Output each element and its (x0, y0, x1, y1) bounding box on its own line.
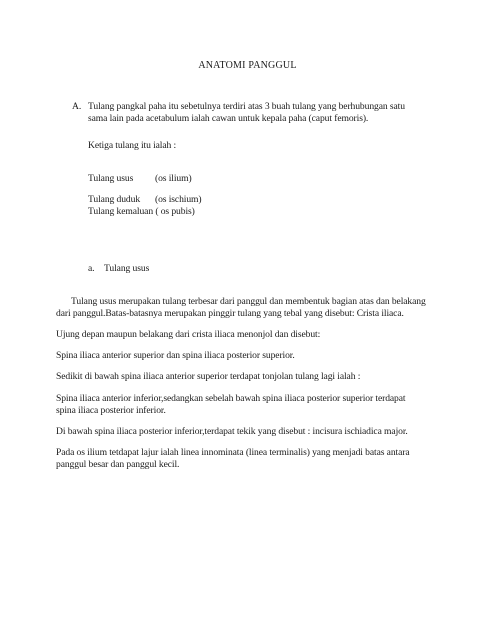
paragraph-line-10: panggul besar dan panggul kecil. (56, 459, 180, 470)
section-a-marker: A. (72, 101, 82, 112)
bone-name-1: Tulang usus (88, 173, 134, 184)
paragraph-line-9: Pada os ilium tetdapat lajur ialah linea innominata (linea terminalis) yang menjadi batas antara (56, 447, 410, 458)
paragraph-line-5: Sedikit di bawah spina iliaca anterior superior terdapat tonjolan tulang lagi ialah : (56, 371, 361, 382)
section-a-line-1: Tulang pangkal paha itu sebetulnya terdiri atas 3 buah tulang yang berhubungan satu (88, 101, 405, 112)
subsection-marker: a. (88, 263, 95, 274)
bone-latin-1: (os ilium) (155, 173, 192, 184)
paragraph-line-2: dari panggul.Batas-batasnya merupakan pinggir tulang yang tebal yang disebut: Crista iliaca. (56, 308, 404, 319)
bone-name-2: Tulang duduk (88, 194, 141, 205)
paragraph-line-3: Ujung depan maupun belakang dari crista iliaca menonjol dan disebut: (56, 329, 321, 340)
bones-intro: Ketiga tulang itu ialah : (88, 140, 177, 151)
paragraph-line-6: Spina iliaca anterior inferior,sedangkan sebelah bawah spina iliaca posterior superior terdapat (56, 393, 406, 404)
paragraph-line-7: spina iliaca posterior inferior. (56, 405, 166, 416)
bone-latin-2: (os ischium) (155, 194, 202, 205)
section-a-line-2: sama lain pada acetabulum ialah cawan untuk kepala paha (caput femoris). (88, 113, 369, 124)
subsection-label: Tulang usus (104, 263, 150, 274)
paragraph-line-1: Tulang usus merupakan tulang terbesar dari panggul dan membentuk bagian atas dan belakang (71, 296, 426, 307)
paragraph-line-4: Spina iliaca anterior superior dan spina iliaca posterior superior. (56, 350, 295, 361)
document-title: ANATOMI PANGGUL (198, 60, 297, 71)
bone-name-3: Tulang kemaluan ( os pubis) (88, 206, 195, 217)
paragraph-line-8: Di bawah spina iliaca posterior inferior,terdapat tekik yang disebut : incisura ischiadica major. (56, 426, 408, 437)
